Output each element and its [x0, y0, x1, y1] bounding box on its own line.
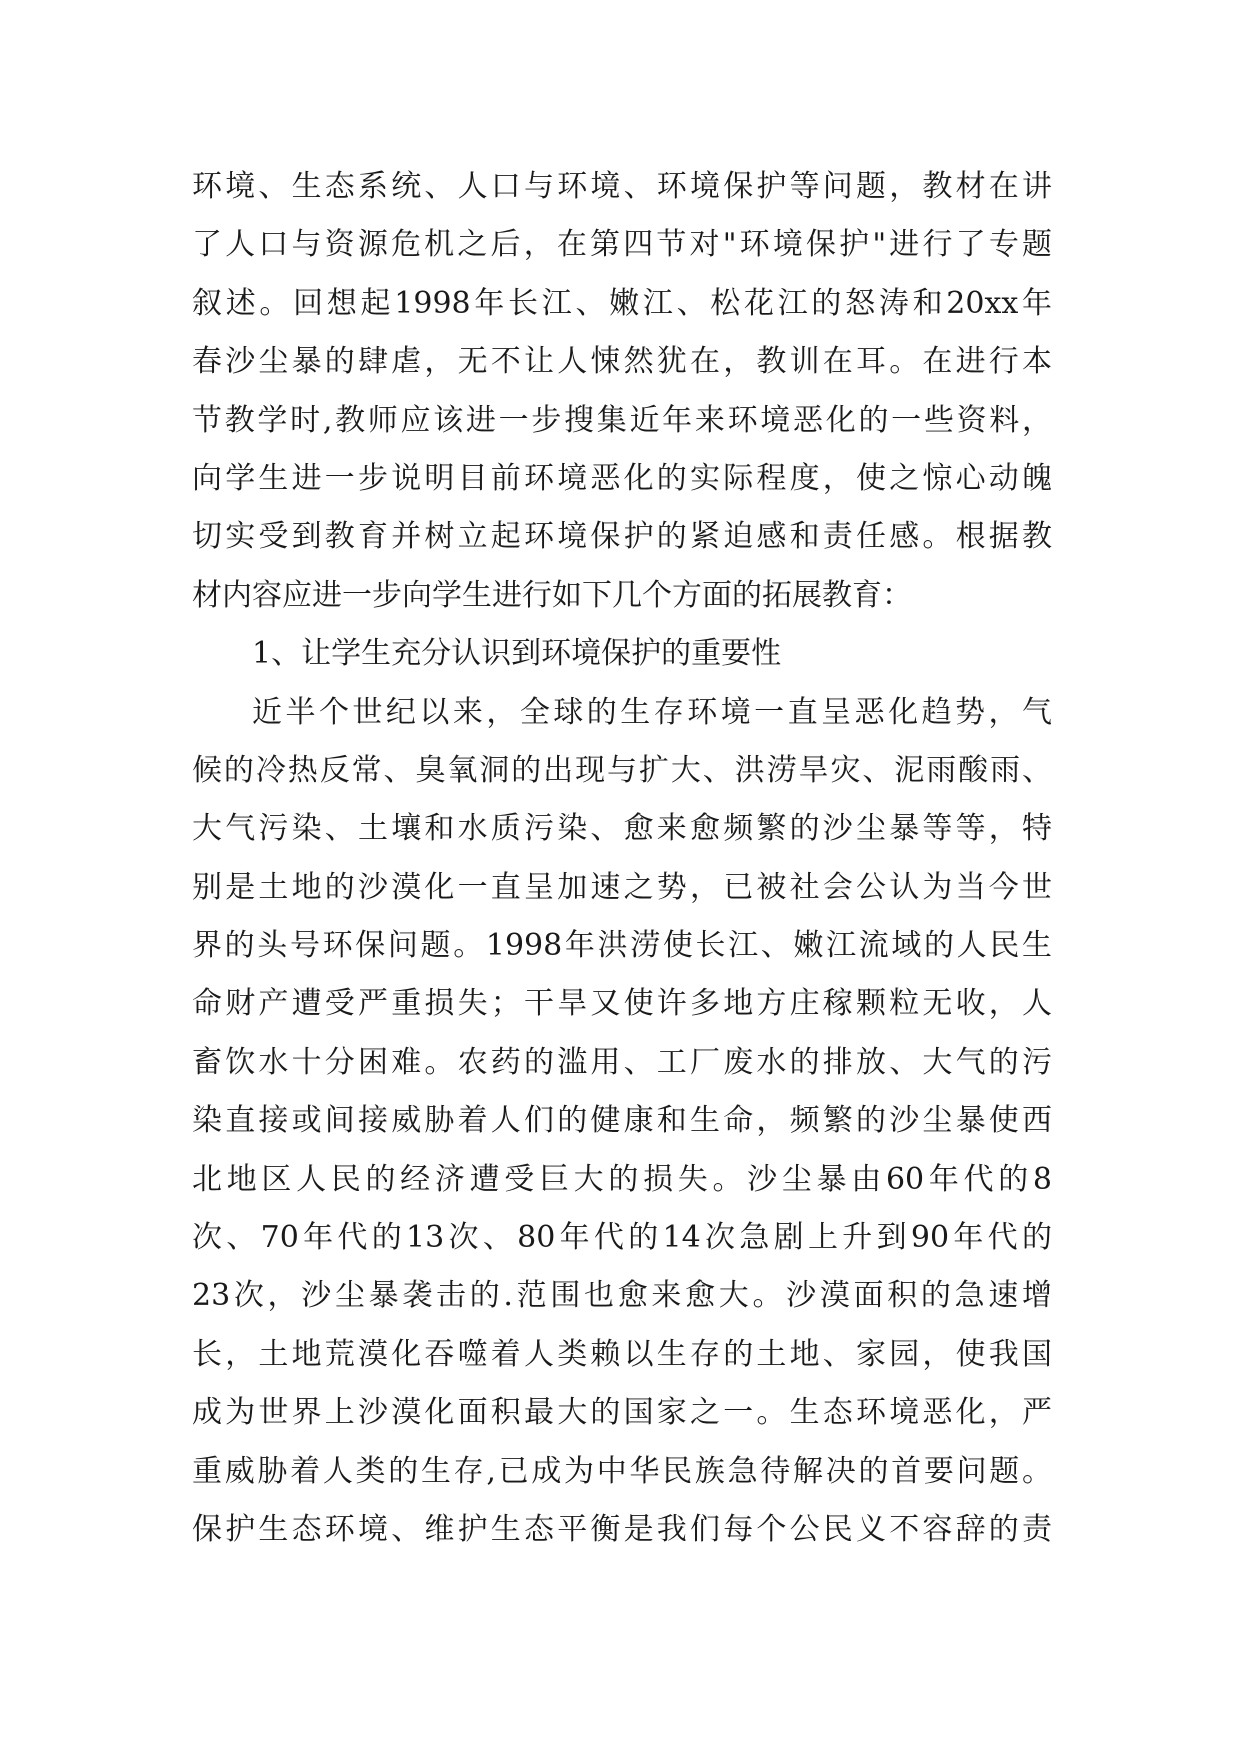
text-line: 向学生进一步说明目前环境恶化的实际程度，使之惊心动魄	[192, 460, 1052, 496]
text-line: 次、70年代的13次、80年代的14次急剧上升到90年代的	[192, 1220, 1052, 1256]
text-line: 春沙尘暴的肆虐，无不让人悚然犹在，教训在耳。在进行本	[192, 344, 1052, 380]
text-line: 界的头号环保问题。1998年洪涝使长江、嫩江流域的人民生	[192, 928, 1052, 964]
text-line: 北地区人民的经济遭受巨大的损失。沙尘暴由60年代的8	[192, 1161, 1052, 1197]
text-line: 重威胁着人类的生存,已成为中华民族急待解决的首要问题。	[192, 1453, 1052, 1489]
section-heading: 1、让学生充分认识到环境保护的重要性	[252, 636, 782, 672]
text-line: 材内容应进一步向学生进行如下几个方面的拓展教育：	[192, 577, 912, 613]
text-line: 23次，沙尘暴袭击的.范围也愈来愈大。沙漠面积的急速增	[192, 1278, 1052, 1314]
text-line: 命财产遭受严重损失；干旱又使许多地方庄稼颗粒无收，人	[192, 986, 1052, 1022]
text-line: 叙述。回想起1998年长江、嫩江、松花江的怒涛和20xx年	[192, 285, 1052, 321]
text-line: 别是土地的沙漠化一直呈加速之势，已被社会公认为当今世	[192, 869, 1052, 905]
body-text	[192, 158, 1052, 1559]
text-line: 保护生态环境、维护生态平衡是我们每个公民义不容辞的责	[192, 1511, 1052, 1547]
text-line: 成为世界上沙漠化面积最大的国家之一。生态环境恶化，严	[192, 1395, 1052, 1431]
text-line: 切实受到教育并树立起环境保护的紧迫感和责任感。根据教	[192, 519, 1052, 555]
text-line: 候的冷热反常、臭氧洞的出现与扩大、洪涝旱灾、泥雨酸雨、	[192, 752, 1052, 788]
text-line: 近半个世纪以来，全球的生存环境一直呈恶化趋势，气	[252, 694, 1052, 730]
text-line: 长，土地荒漠化吞噬着人类赖以生存的土地、家园，使我国	[192, 1336, 1052, 1372]
text-line: 了人口与资源危机之后，在第四节对"环境保护"进行了专题	[192, 227, 1052, 263]
text-line: 环境、生态系统、人口与环境、环境保护等问题，教材在讲	[192, 169, 1052, 204]
text-line: 节教学时,教师应该进一步搜集近年来环境恶化的一些资料，	[192, 402, 1052, 438]
text-line: 染直接或间接威胁着人们的健康和生命，频繁的沙尘暴使西	[192, 1103, 1052, 1139]
text-line: 大气污染、土壤和水质污染、愈来愈频繁的沙尘暴等等，特	[192, 811, 1052, 847]
text-line: 畜饮水十分困难。农药的滥用、工厂废水的排放、大气的污	[192, 1044, 1052, 1080]
